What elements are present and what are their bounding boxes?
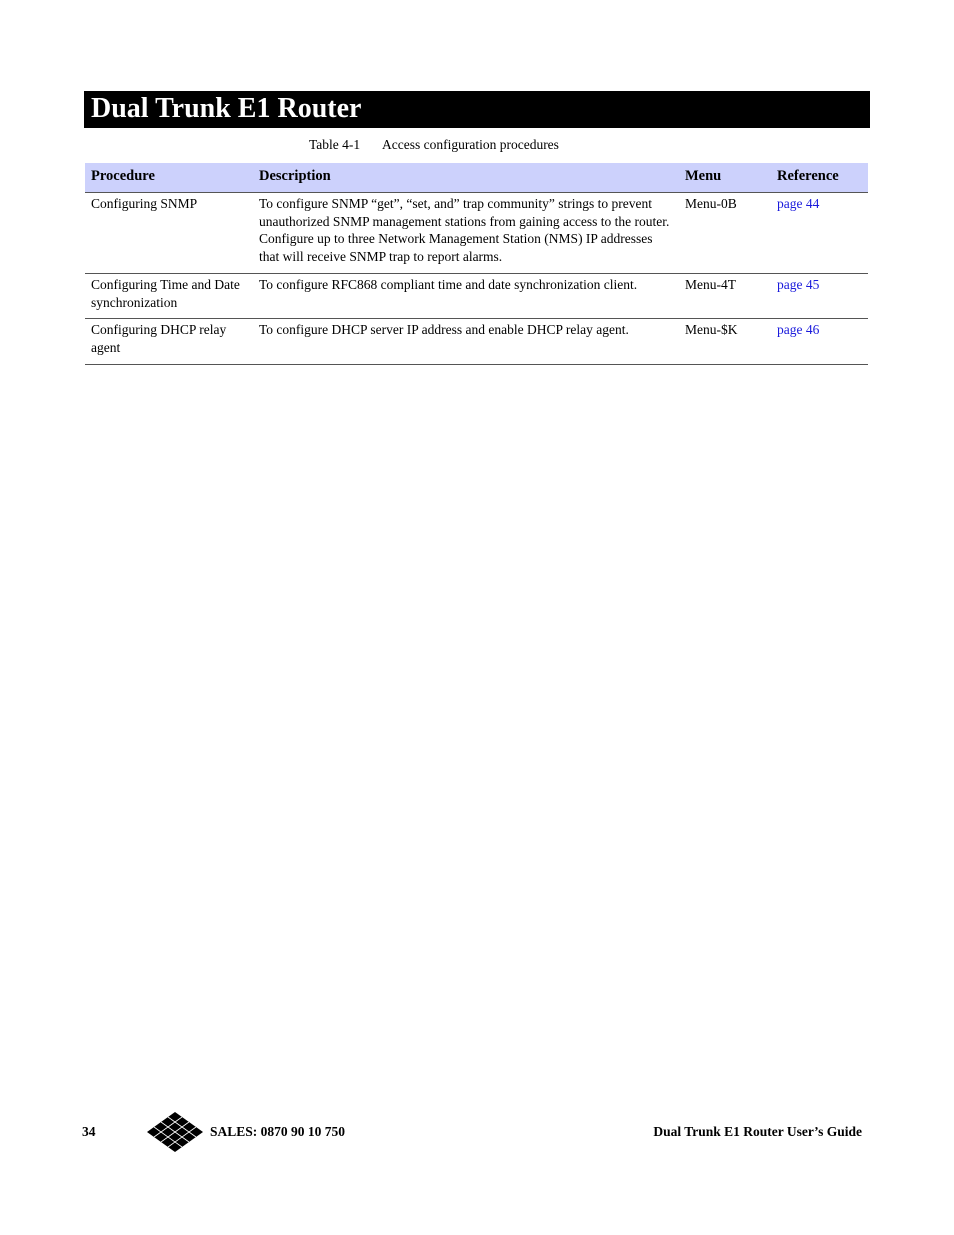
page-title-bar: [84, 91, 870, 128]
column-header-procedure: Procedure: [85, 163, 253, 193]
column-header-reference: Reference: [771, 163, 868, 193]
menu-cell: Menu-$K: [679, 319, 771, 364]
description-line: Configure up to three Network Management Station (NMS) IP addresses that will receive SNMP trap to report alarms.: [259, 231, 653, 265]
table-row: [85, 319, 868, 364]
description-line: To configure DHCP server IP address and enable DHCP relay agent.: [259, 322, 629, 338]
procedure-cell: Configuring Time and Date synchronization: [85, 273, 253, 318]
sales-phone: SALES: 0870 90 10 750: [210, 1124, 346, 1139]
procedures-table: [85, 163, 868, 365]
reference-link[interactable]: page 45: [771, 273, 868, 318]
table-header-row: [85, 163, 868, 193]
menu-cell: Menu-4T: [679, 273, 771, 318]
reference-link[interactable]: page 46: [771, 319, 868, 364]
guide-title: Dual Trunk E1 Router User’s Guide: [653, 1124, 862, 1139]
menu-cell: Menu-0B: [679, 193, 771, 274]
description-cell: [253, 319, 679, 364]
column-header-description: Description: [253, 163, 679, 193]
column-header-menu: Menu: [679, 163, 771, 193]
description-line: To configure RFC868 compliant time and date synchronization client.: [259, 276, 638, 292]
description-cell: [253, 193, 679, 274]
description-line: To configure SNMP “get”, “set, and” trap community” strings to prevent unauthorized SNMP management stations from gaining access to the router.: [259, 196, 670, 229]
procedure-cell: Configuring SNMP: [85, 193, 253, 274]
table-caption-number: Table 4-1: [309, 137, 361, 152]
table-row: [85, 273, 868, 318]
description-cell: [253, 273, 679, 318]
procedure-cell: Configuring DHCP relay agent: [85, 319, 253, 364]
table-caption-title: Access configuration procedures: [382, 137, 559, 152]
page-title: Dual Trunk E1 Router: [91, 93, 362, 124]
black-box-diamond-logo-icon: [147, 1112, 203, 1152]
reference-link[interactable]: page 44: [771, 193, 868, 274]
page-number: 34: [82, 1124, 96, 1139]
table-caption: [309, 136, 559, 153]
table-row: [85, 193, 868, 274]
